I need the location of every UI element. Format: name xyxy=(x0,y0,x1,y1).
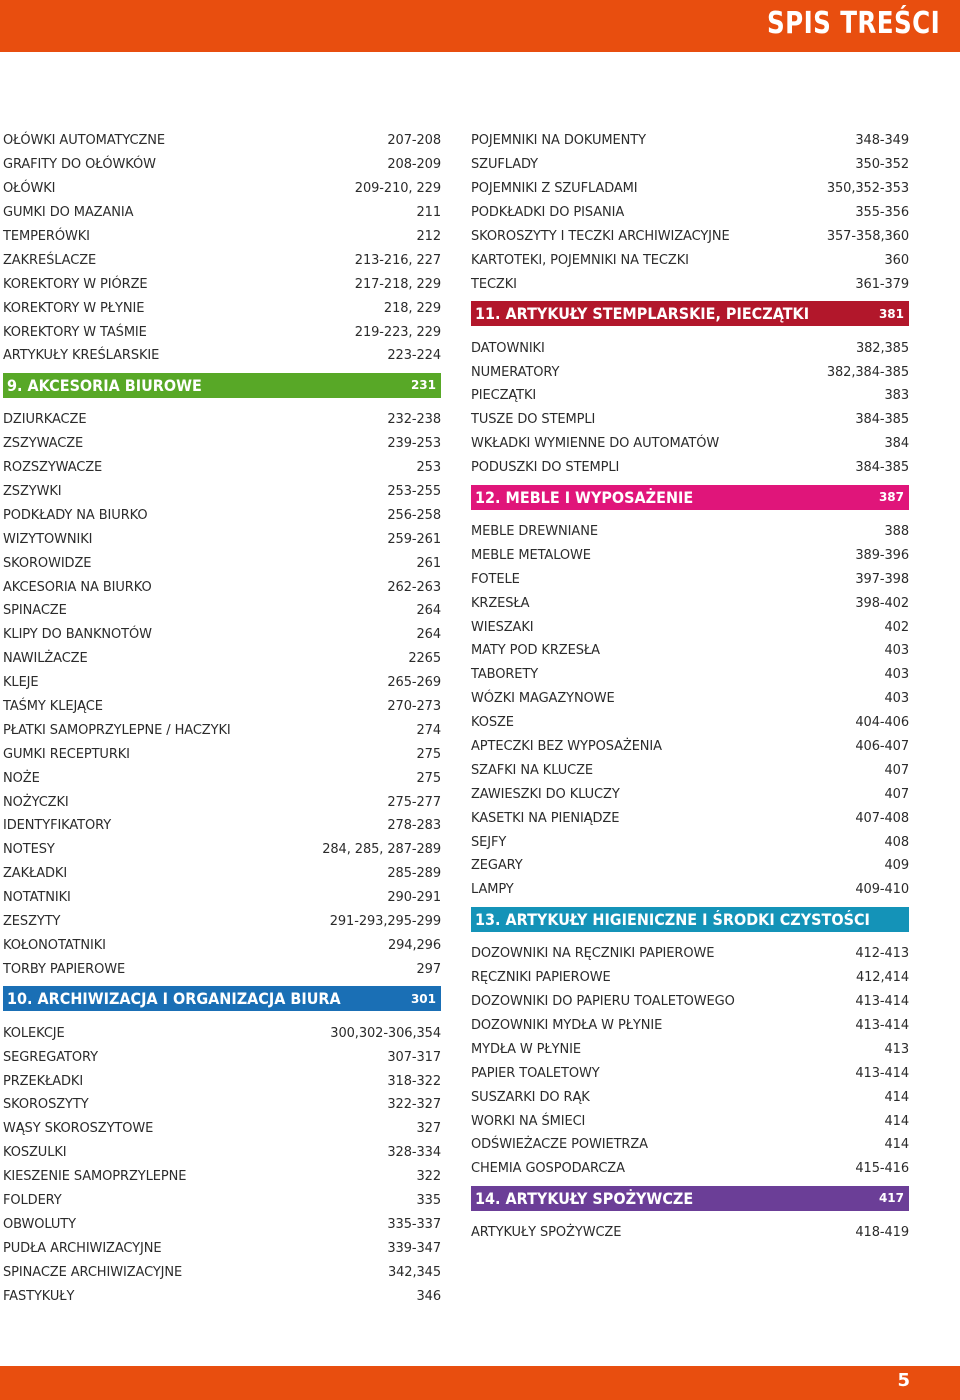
toc-group-left-top xyxy=(3,129,441,368)
section-header-9[interactable] xyxy=(3,373,441,398)
toc-entry-pages: 211 xyxy=(416,205,441,221)
toc-entry-pages: 275 xyxy=(416,746,441,762)
toc-entry[interactable] xyxy=(471,432,909,456)
toc-entry-pages: 262-263 xyxy=(387,579,441,595)
toc-entry-pages: 232-238 xyxy=(387,412,441,428)
toc-entry-label: MYDŁA W PŁYNIE xyxy=(471,1041,581,1057)
toc-entry-label: SKOROSZYTY I TECZKI ARCHIWIZACYJNE xyxy=(471,229,730,244)
toc-entry[interactable] xyxy=(3,742,441,766)
toc-entry[interactable] xyxy=(471,567,909,591)
toc-entry-label: WKŁADKI WYMIENNE DO AUTOMATÓW xyxy=(471,436,720,452)
toc-entry-label: SKOROSZYTY xyxy=(3,1097,89,1113)
toc-entry[interactable] xyxy=(3,910,441,934)
toc-entry[interactable] xyxy=(471,615,909,639)
toc-entry-pages: 218, 229 xyxy=(383,300,441,316)
toc-entry-label: DZIURKACZE xyxy=(3,412,87,428)
toc-entry-label: TECZKI xyxy=(471,276,517,292)
toc-entry-label: SKOROWIDZE xyxy=(3,555,92,571)
toc-entry-pages: 408 xyxy=(884,834,909,850)
toc-entry[interactable] xyxy=(471,272,909,296)
toc-entry-label: WĄSY SKOROSZYTOWE xyxy=(3,1121,154,1137)
toc-entry-label: OŁÓWKI AUTOMATYCZNE xyxy=(3,133,165,149)
toc-entry[interactable] xyxy=(3,1260,441,1284)
toc-entry-pages: 413 xyxy=(884,1041,909,1057)
toc-entry-label: IDENTYFIKATORY xyxy=(3,818,112,834)
toc-entry-pages: 278-283 xyxy=(387,818,441,834)
section-header-11[interactable] xyxy=(471,301,909,326)
toc-entry-label: POJEMNIKI Z SZUFLADAMI xyxy=(471,181,638,197)
toc-entry-label: DOZOWNIKI DO PAPIERU TOALETOWEGO xyxy=(471,994,735,1010)
toc-entry-pages: 412-413 xyxy=(855,946,909,962)
toc-entry[interactable] xyxy=(471,711,909,735)
toc-entry-label: SPINACZE ARCHIWIZACYJNE xyxy=(3,1264,183,1280)
toc-entry-pages: 291-293,295-299 xyxy=(329,914,441,930)
toc-entry[interactable] xyxy=(471,543,909,567)
toc-entry-pages: 307-317 xyxy=(387,1049,441,1065)
toc-entry-label: TABORETY xyxy=(471,667,539,683)
toc-group-right-top xyxy=(471,129,909,296)
toc-entry[interactable] xyxy=(3,1141,441,1165)
toc-entry-label: DOZOWNIKI MYDŁA W PŁYNIE xyxy=(471,1017,663,1033)
toc-entry[interactable] xyxy=(471,360,909,384)
toc-entry-label: ZAKŁADKI xyxy=(3,866,68,882)
toc-entry-label: KOLEKCJE xyxy=(3,1025,65,1041)
toc-entry-pages: 328-334 xyxy=(387,1145,441,1161)
toc-entry[interactable] xyxy=(471,782,909,806)
section-page: 387 xyxy=(878,490,904,505)
section-page: 381 xyxy=(878,306,904,321)
toc-entry-pages: 219-223, 229 xyxy=(354,324,441,340)
toc-entry-label: RĘCZNIKI PAPIEROWE xyxy=(471,970,611,986)
toc-entry[interactable] xyxy=(3,1069,441,1093)
toc-entry[interactable] xyxy=(3,480,441,504)
toc-entry[interactable] xyxy=(471,687,909,711)
toc-entry-pages: 327 xyxy=(416,1121,441,1137)
toc-entry[interactable] xyxy=(3,503,441,527)
toc-entry[interactable] xyxy=(471,966,909,990)
toc-entry-pages: 290-291 xyxy=(387,890,441,906)
toc-entry-pages: 213-216, 227 xyxy=(354,252,441,268)
toc-entry-pages: 403 xyxy=(884,643,909,659)
toc-entry[interactable] xyxy=(3,1189,441,1213)
toc-entry[interactable] xyxy=(3,201,441,225)
toc-entry[interactable] xyxy=(471,639,909,663)
toc-entry[interactable] xyxy=(3,599,441,623)
toc-group-sec13 xyxy=(471,942,909,1181)
toc-entry-pages: 407 xyxy=(884,762,909,778)
toc-entry[interactable] xyxy=(3,432,441,456)
toc-entry-pages: 384 xyxy=(884,436,909,452)
toc-group-sec10 xyxy=(3,1021,441,1308)
toc-entry-label: ARTYKUŁY KREŚLARSKIE xyxy=(3,348,160,364)
toc-entry[interactable] xyxy=(3,814,441,838)
toc-entry[interactable] xyxy=(471,408,909,432)
toc-entry-label: NOTATNIKI xyxy=(3,890,71,906)
toc-entry[interactable] xyxy=(3,296,441,320)
toc-entry[interactable] xyxy=(471,1157,909,1181)
toc-entry-pages: 335 xyxy=(416,1192,441,1208)
toc-entry-pages: 382,385 xyxy=(855,340,909,356)
toc-entry-pages: 339-347 xyxy=(387,1240,441,1256)
toc-entry-label: KOSZE xyxy=(471,715,514,731)
section-header-12[interactable] xyxy=(471,485,909,510)
toc-entry-pages: 355-356 xyxy=(855,205,909,221)
toc-entry-label: ARTYKUŁY SPOŻYWCZE xyxy=(471,1225,622,1241)
toc-entry-pages: 270-273 xyxy=(387,699,441,715)
toc-entry[interactable] xyxy=(3,344,441,368)
toc-entry-pages: 318-322 xyxy=(387,1073,441,1089)
toc-entry-pages: 382,384-385 xyxy=(826,364,909,380)
toc-entry-pages: 217-218, 229 xyxy=(354,276,441,292)
page-number: 5 xyxy=(897,1370,910,1391)
toc-entry-label: ZAKREŚLACZE xyxy=(3,252,97,268)
toc-entry-label: FOLDERY xyxy=(3,1192,62,1208)
toc-entry-pages: 402 xyxy=(884,619,909,635)
toc-entry-pages: 256-258 xyxy=(387,507,441,523)
toc-entry-pages: 223-224 xyxy=(387,348,441,364)
toc-entry-pages: 361-379 xyxy=(855,276,909,292)
toc-entry-pages: 239-253 xyxy=(387,436,441,452)
toc-entry-label: KLIPY DO BANKNOTÓW xyxy=(3,627,152,643)
toc-entry-label: SUSZARKI DO RĄK xyxy=(471,1089,590,1105)
toc-entry[interactable] xyxy=(471,735,909,759)
toc-entry-pages: 406-407 xyxy=(855,739,909,755)
toc-entry-label: LAMPY xyxy=(471,882,514,898)
toc-entry-pages: 397-398 xyxy=(855,571,909,587)
toc-group-sec12 xyxy=(471,520,909,902)
toc-entry-pages: 253-255 xyxy=(387,484,441,500)
toc-entry[interactable] xyxy=(471,1221,909,1245)
toc-entry[interactable] xyxy=(3,320,441,344)
toc-right-column xyxy=(471,129,939,1245)
toc-entry-label: PRZEKŁADKI xyxy=(3,1073,84,1089)
toc-entry-label: AKCESORIA NA BIURKO xyxy=(3,579,152,595)
toc-entry-pages: 294,296 xyxy=(387,937,441,953)
toc-entry-label: NAWILŻACZE xyxy=(3,651,88,667)
toc-entry-label: PODKŁADKI DO PISANIA xyxy=(471,205,625,221)
toc-entry[interactable] xyxy=(471,854,909,878)
toc-entry[interactable] xyxy=(3,527,441,551)
toc-entry-pages: 346 xyxy=(416,1288,441,1304)
section-title: 14. ARTYKUŁY SPOŻYWCZE xyxy=(475,1188,694,1208)
section-page: 417 xyxy=(878,1191,904,1206)
toc-entry[interactable] xyxy=(3,272,441,296)
toc-entry-label: OBWOLUTY xyxy=(3,1216,76,1232)
toc-entry[interactable] xyxy=(3,790,441,814)
toc-entry-label: PIECZĄTKI xyxy=(471,388,537,404)
toc-entry[interactable] xyxy=(3,766,441,790)
footer-bar xyxy=(0,1366,960,1400)
toc-entry-pages: 384-385 xyxy=(855,412,909,428)
toc-entry[interactable] xyxy=(3,129,441,153)
toc-entry[interactable] xyxy=(471,990,909,1014)
toc-entry-pages: 275 xyxy=(416,770,441,786)
toc-entry-label: NOŻYCZKI xyxy=(3,794,69,810)
toc-entry-label: ZSZYWACZE xyxy=(3,436,84,452)
toc-entry-label: WORKI NA ŚMIECI xyxy=(471,1113,586,1129)
toc-entry[interactable] xyxy=(3,647,441,671)
toc-entry[interactable] xyxy=(3,456,441,480)
toc-entry-pages: 264 xyxy=(416,627,441,643)
toc-entry[interactable] xyxy=(471,878,909,902)
toc-entry-label: SZUFLADY xyxy=(471,157,539,173)
toc-entry-pages: 208-209 xyxy=(387,157,441,173)
toc-entry-label: SZAFKI NA KLUCZE xyxy=(471,762,594,778)
toc-entry-pages: 335-337 xyxy=(387,1216,441,1232)
toc-entry[interactable] xyxy=(3,886,441,910)
toc-entry-pages: 342,345 xyxy=(387,1264,441,1280)
toc-entry[interactable] xyxy=(471,1085,909,1109)
toc-entry-label: ZSZYWKI xyxy=(3,484,62,500)
toc-entry-pages: 264 xyxy=(416,603,441,619)
toc-entry[interactable] xyxy=(3,623,441,647)
toc-entry-label: DATOWNIKI xyxy=(471,340,545,356)
toc-entry-pages: 357-358,360 xyxy=(826,229,909,244)
toc-entry-pages: 388 xyxy=(884,524,909,540)
toc-entry[interactable] xyxy=(471,225,909,249)
toc-entry[interactable] xyxy=(471,591,909,615)
toc-entry-label: FASTYKUŁY xyxy=(3,1288,75,1304)
toc-entry[interactable] xyxy=(3,1284,441,1308)
toc-entry[interactable] xyxy=(3,1093,441,1117)
toc-entry-pages: 412,414 xyxy=(855,970,909,986)
toc-entry-label: KOSZULKI xyxy=(3,1145,67,1161)
toc-entry-label: APTECZKI BEZ WYPOSAŻENIA xyxy=(471,739,662,755)
toc-entry-label: PODUSZKI DO STEMPLI xyxy=(471,460,620,476)
toc-entry-label: WÓZKI MAGAZYNOWE xyxy=(471,691,615,707)
toc-entry[interactable] xyxy=(3,177,441,201)
toc-entry-pages: 403 xyxy=(884,691,909,707)
toc-entry-pages: 350-352 xyxy=(855,157,909,173)
toc-group-sec14 xyxy=(471,1221,909,1245)
toc-entry-label: ZAWIESZKI DO KLUCZY xyxy=(471,786,620,802)
toc-entry-pages: 360 xyxy=(884,252,909,268)
toc-entry[interactable] xyxy=(471,153,909,177)
section-page: 231 xyxy=(410,378,436,393)
toc-entry-pages: 413-414 xyxy=(855,1065,909,1081)
toc-entry-pages: 413-414 xyxy=(855,994,909,1010)
toc-left-column xyxy=(3,129,441,1308)
toc-entry-label: TUSZE DO STEMPLI xyxy=(471,412,596,428)
toc-entry-pages: 274 xyxy=(416,722,441,738)
toc-entry[interactable] xyxy=(471,248,909,272)
toc-entry-pages: 348-349 xyxy=(855,133,909,149)
toc-entry-pages: 413-414 xyxy=(855,1017,909,1033)
toc-entry-pages: 407-408 xyxy=(855,810,909,826)
toc-entry-label: GUMKI DO MAZANIA xyxy=(3,205,134,221)
section-title: 10. ARCHIWIZACJA I ORGANIZACJA BIURA xyxy=(7,989,341,1009)
toc-entry-pages: 389-396 xyxy=(855,547,909,563)
toc-entry-label: DOZOWNIKI NA RĘCZNIKI PAPIEROWE xyxy=(471,946,715,962)
toc-entry[interactable] xyxy=(471,336,909,360)
toc-entry-label: PUDŁA ARCHIWIZACYJNE xyxy=(3,1240,162,1256)
toc-entry[interactable] xyxy=(3,408,441,432)
toc-entry-label: MEBLE METALOWE xyxy=(471,547,591,563)
toc-entry[interactable] xyxy=(3,718,441,742)
toc-entry-label: PŁATKI SAMOPRZYLEPNE / HACZYKI xyxy=(3,722,231,738)
toc-entry-label: KOREKTORY W PIÓRZE xyxy=(3,276,148,292)
toc-entry[interactable] xyxy=(471,1109,909,1133)
toc-entry[interactable] xyxy=(471,806,909,830)
toc-entry-pages: 383 xyxy=(884,388,909,404)
toc-entry-pages: 261 xyxy=(416,555,441,571)
toc-entry-pages: 207-208 xyxy=(387,133,441,149)
toc-entry-label: KLEJE xyxy=(3,675,39,691)
toc-entry[interactable] xyxy=(471,1014,909,1038)
toc-entry-pages: 2265 xyxy=(408,651,441,667)
section-title: 9. AKCESORIA BIUROWE xyxy=(7,375,202,395)
toc-entry[interactable] xyxy=(3,153,441,177)
toc-entry-label: CHEMIA GOSPODARCZA xyxy=(471,1161,625,1177)
toc-entry-label: POJEMNIKI NA DOKUMENTY xyxy=(471,133,646,149)
toc-entry-pages: 398-402 xyxy=(855,595,909,611)
toc-entry-pages: 407 xyxy=(884,786,909,802)
toc-entry-pages: 415-416 xyxy=(855,1161,909,1177)
toc-entry[interactable] xyxy=(471,830,909,854)
toc-entry-label: KASETKI NA PIENIĄDZE xyxy=(471,810,620,826)
toc-entry[interactable] xyxy=(3,862,441,886)
toc-entry-label: NOŻE xyxy=(3,770,40,786)
toc-entry[interactable] xyxy=(471,456,909,480)
section-page: 301 xyxy=(410,991,436,1006)
toc-entry[interactable] xyxy=(471,177,909,201)
toc-entry-pages: 418-419 xyxy=(855,1225,909,1241)
toc-entry[interactable] xyxy=(471,1133,909,1157)
toc-entry-pages: 300,302-306,354 xyxy=(330,1025,441,1041)
toc-entry-label: GUMKI RECEPTURKI xyxy=(3,746,130,762)
toc-entry-pages: 384-385 xyxy=(855,460,909,476)
toc-entry-label: PODKŁADY NA BIURKO xyxy=(3,507,148,523)
toc-entry-pages: 265-269 xyxy=(387,675,441,691)
toc-entry-label: PAPIER TOALETOWY xyxy=(471,1065,600,1081)
toc-entry[interactable] xyxy=(471,201,909,225)
toc-entry[interactable] xyxy=(3,1212,441,1236)
toc-entry-pages: 414 xyxy=(884,1113,909,1129)
toc-entry-pages: 409-410 xyxy=(855,882,909,898)
toc-entry[interactable] xyxy=(471,663,909,687)
section-title: 12. MEBLE I WYPOSAŻENIE xyxy=(475,487,694,507)
toc-entry-pages: 297 xyxy=(416,961,441,977)
toc-entry-label: SEJFY xyxy=(471,834,507,850)
toc-entry-label: KIESZENIE SAMOPRZYLEPNE xyxy=(3,1169,187,1185)
toc-entry-label: NOTESY xyxy=(3,842,55,858)
toc-entry-pages: 404-406 xyxy=(855,715,909,731)
toc-entry-pages: 350,352-353 xyxy=(826,181,909,197)
toc-entry-label: KARTOTEKI, POJEMNIKI NA TECZKI xyxy=(471,252,689,268)
toc-entry-label: MATY POD KRZESŁA xyxy=(471,643,600,659)
toc-entry[interactable] xyxy=(3,695,441,719)
toc-group-sec9 xyxy=(3,408,441,981)
section-page: 411 xyxy=(913,912,939,927)
toc-entry-pages: 409 xyxy=(884,858,909,874)
toc-entry[interactable] xyxy=(3,551,441,575)
section-title: 13. ARTYKUŁY HIGIENICZNE I ŚRODKI CZYSTOŚCI xyxy=(475,909,870,929)
toc-entry-label: ODŚWIEŻACZE POWIETRZA xyxy=(471,1137,648,1153)
toc-entry-pages: 275-277 xyxy=(387,794,441,810)
toc-entry[interactable] xyxy=(3,671,441,695)
toc-entry[interactable] xyxy=(471,1037,909,1061)
toc-entry-label: GRAFITY DO OŁÓWKÓW xyxy=(3,157,156,173)
toc-entry-label: WIESZAKI xyxy=(471,619,534,635)
toc-entry-label: KOŁONOTATNIKI xyxy=(3,937,106,953)
toc-entry[interactable] xyxy=(3,1165,441,1189)
toc-entry-label: KOREKTORY W PŁYNIE xyxy=(3,300,145,316)
toc-entry-label: FOTELE xyxy=(471,571,520,587)
toc-entry-pages: 414 xyxy=(884,1137,909,1153)
section-title: 11. ARTYKUŁY STEMPLARSKIE, PIECZĄTKI xyxy=(475,304,810,324)
toc-entry[interactable] xyxy=(471,1061,909,1085)
toc-entry[interactable] xyxy=(3,934,441,958)
toc-entry[interactable] xyxy=(3,1117,441,1141)
section-header-10[interactable] xyxy=(3,986,441,1011)
toc-entry[interactable] xyxy=(471,942,909,966)
page-title: SPIS TREŚCI xyxy=(766,6,940,41)
toc-entry-label: NUMERATORY xyxy=(471,364,560,380)
toc-entry[interactable] xyxy=(3,248,441,272)
toc-entry[interactable] xyxy=(3,1021,441,1045)
section-header-13[interactable] xyxy=(471,907,939,932)
toc-entry-pages: 284, 285, 287-289 xyxy=(322,842,441,858)
toc-entry-label: ZESZYTY xyxy=(3,914,61,930)
toc-entry-label: SEGREGATORY xyxy=(3,1049,98,1065)
toc-entry-label: OŁÓWKI xyxy=(3,181,56,197)
toc-entry-pages: 209-210, 229 xyxy=(354,181,441,197)
toc-entry-pages: 285-289 xyxy=(387,866,441,882)
toc-entry-pages: 403 xyxy=(884,667,909,683)
toc-entry-label: MEBLE DREWNIANE xyxy=(471,524,598,540)
toc-entry[interactable] xyxy=(471,758,909,782)
toc-entry-pages: 322 xyxy=(416,1169,441,1185)
toc-entry[interactable] xyxy=(3,575,441,599)
toc-entry-label: WIZYTOWNIKI xyxy=(3,531,93,547)
toc-entry-pages: 253 xyxy=(416,460,441,476)
section-header-14[interactable] xyxy=(471,1186,909,1211)
toc-entry-label: KRZESŁA xyxy=(471,595,530,611)
toc-entry-label: TEMPERÓWKI xyxy=(3,229,90,244)
toc-entry-pages: 414 xyxy=(884,1089,909,1105)
toc-entry[interactable] xyxy=(3,1236,441,1260)
toc-entry[interactable] xyxy=(3,225,441,249)
toc-entry-label: TORBY PAPIEROWE xyxy=(3,961,126,977)
toc-group-sec11 xyxy=(471,336,909,479)
toc-entry[interactable] xyxy=(3,1045,441,1069)
toc-entry-label: ZEGARY xyxy=(471,858,523,874)
toc-entry-pages: 259-261 xyxy=(387,531,441,547)
toc-entry[interactable] xyxy=(471,384,909,408)
toc-entry-pages: 212 xyxy=(416,229,441,244)
toc-entry-label: ROZSZYWACZE xyxy=(3,460,103,476)
toc-entry-label: KOREKTORY W TAŚMIE xyxy=(3,324,147,340)
toc-entry-pages: 322-327 xyxy=(387,1097,441,1113)
toc-entry[interactable] xyxy=(3,838,441,862)
toc-entry[interactable] xyxy=(471,129,909,153)
toc-entry[interactable] xyxy=(3,957,441,981)
toc-entry[interactable] xyxy=(471,520,909,544)
toc-entry-label: TAŚMY KLEJĄCE xyxy=(3,699,103,715)
toc-entry-label: SPINACZE xyxy=(3,603,67,619)
